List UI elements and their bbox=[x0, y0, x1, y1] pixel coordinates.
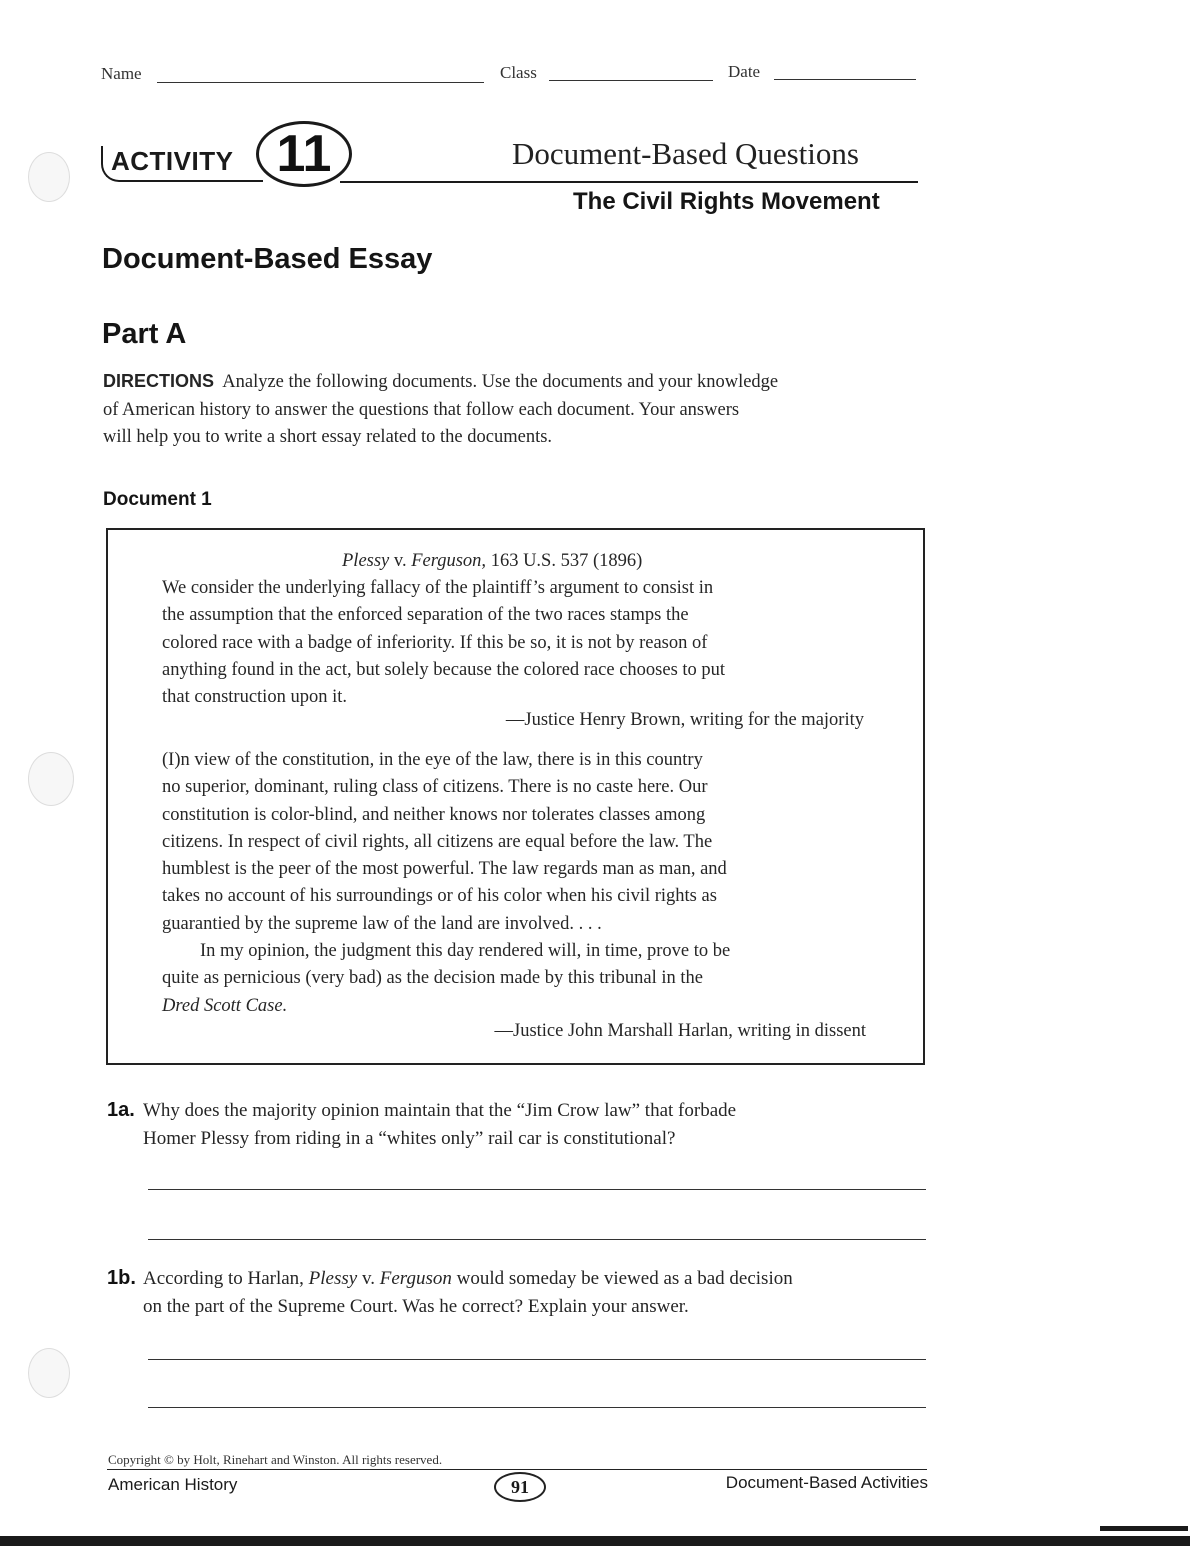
name-label: Name bbox=[101, 64, 142, 83]
document-1-heading: Document 1 bbox=[103, 489, 212, 510]
dissent-line: (I)n view of the constitution, in the eye of the law, there is in this country bbox=[162, 750, 703, 770]
question-1b-case-plessy: Plessy bbox=[308, 1268, 358, 1289]
question-1b-pre: According to Harlan, bbox=[143, 1268, 309, 1289]
binder-hole-bottom bbox=[28, 1348, 70, 1398]
dissent-last-line: Dred Scott Case. bbox=[162, 995, 288, 1016]
part-heading: Part A bbox=[102, 318, 187, 350]
dissent-line: humblest is the peer of the most powerful. The law regards man as man, and bbox=[162, 859, 727, 880]
question-1b-number: 1b. bbox=[107, 1267, 136, 1289]
dissent-line: constitution is color-blind, and neither knows nor tolerates classes among bbox=[162, 804, 706, 825]
dissent-line: citizens. In respect of civil rights, all citizens are equal before the law. The bbox=[162, 831, 713, 852]
dissent-line: quite as pernicious (very bad) as the decision made by this tribunal in the bbox=[162, 968, 703, 989]
question-1b-v: v. bbox=[357, 1268, 380, 1289]
majority-line: colored race with a badge of inferiority. If this be so, it is not by reason of bbox=[162, 632, 708, 653]
banner-rule bbox=[340, 181, 918, 183]
question-1b-text bbox=[143, 1265, 793, 1321]
citation-case-plessy: Plessy bbox=[342, 551, 390, 571]
dissent-line: guarantied by the supreme law of the land are involved. . . . bbox=[162, 913, 602, 934]
dissent-line: no superior, dominant, ruling class of citizens. There is no caste here. Our bbox=[162, 777, 708, 798]
page-number-text: 91 bbox=[511, 1476, 529, 1497]
footer-series: Document-Based Activities bbox=[725, 1473, 928, 1492]
name-field[interactable] bbox=[157, 82, 484, 83]
copyright-notice: Copyright © by Holt, Rinehart and Winston. All rights reserved. bbox=[108, 1452, 443, 1467]
directions-line-1 bbox=[103, 368, 933, 397]
answer-1b-line-1[interactable] bbox=[148, 1359, 926, 1360]
citation-rest: 163 U.S. 537 (1896) bbox=[486, 551, 643, 571]
footer-course: American History bbox=[108, 1475, 238, 1494]
scan-edge-bar bbox=[0, 1536, 1190, 1546]
majority-opinion bbox=[162, 575, 725, 711]
page-title: Document-Based Questions bbox=[512, 136, 859, 171]
question-1b-case-ferguson: Ferguson bbox=[379, 1268, 452, 1289]
majority-line: that construction upon it. bbox=[162, 687, 347, 708]
activity-number-badge bbox=[256, 121, 352, 187]
citation-case-ferguson: Ferguson, bbox=[411, 551, 487, 571]
question-1a-line: Homer Plessy from riding in a “whites only” rail car is constitutional? bbox=[143, 1128, 676, 1149]
date-field[interactable] bbox=[774, 79, 916, 80]
question-1a-number: 1a. bbox=[107, 1099, 135, 1121]
question-1a-line: Why does the majority opinion maintain that the “Jim Crow law” that forbade bbox=[143, 1100, 737, 1121]
majority-attribution: —Justice Henry Brown, writing for the majority bbox=[505, 710, 864, 730]
directions-label: DIRECTIONS bbox=[103, 371, 215, 391]
citation-v: v. bbox=[389, 551, 412, 571]
directions-paragraph bbox=[103, 368, 933, 452]
date-label: Date bbox=[728, 62, 761, 81]
class-field[interactable] bbox=[549, 80, 713, 81]
question-1b-post: would someday be viewed as a bad decision bbox=[451, 1268, 793, 1289]
question-1b-line: on the part of the Supreme Court. Was he correct? Explain your answer. bbox=[143, 1296, 689, 1317]
dissent-opinion bbox=[162, 747, 730, 1020]
question-1a-text bbox=[143, 1097, 736, 1153]
activity-number: 11 bbox=[276, 125, 332, 183]
directions-line-3: will help you to write a short essay related to the documents. bbox=[103, 427, 553, 447]
answer-1a-line-1[interactable] bbox=[148, 1189, 926, 1190]
page-subtitle: The Civil Rights Movement bbox=[573, 188, 880, 215]
question-1b-line bbox=[143, 1265, 793, 1293]
directions-text-1: Analyze the following documents. Use the documents and your knowledge bbox=[222, 372, 779, 392]
scan-edge-mark bbox=[1100, 1526, 1188, 1531]
answer-1a-line-2[interactable] bbox=[148, 1239, 926, 1240]
binder-hole-middle bbox=[28, 752, 74, 806]
binder-hole-top bbox=[28, 152, 70, 202]
majority-line: anything found in the act, but solely because the colored race chooses to put bbox=[162, 659, 726, 680]
majority-line: We consider the underlying fallacy of the plaintiff’s argument to consist in bbox=[162, 578, 714, 598]
essay-heading: Document-Based Essay bbox=[102, 243, 433, 275]
document-1-citation bbox=[342, 548, 642, 575]
dissent-line: In my opinion, the judgment this day rendered will, in time, prove to be bbox=[200, 941, 731, 962]
page-number bbox=[494, 1472, 546, 1502]
footer-rule bbox=[107, 1469, 927, 1470]
directions-line-2: of American history to answer the questions that follow each document. Your answers bbox=[103, 399, 740, 420]
answer-1b-line-2[interactable] bbox=[148, 1407, 926, 1408]
dissent-line: takes no account of his surroundings or of his color when his civil rights as bbox=[162, 886, 717, 907]
class-label: Class bbox=[500, 63, 537, 82]
majority-line: the assumption that the enforced separation of the two races stamps the bbox=[162, 605, 689, 626]
activity-label: ACTIVITY bbox=[111, 146, 234, 176]
dissent-attribution: —Justice John Marshall Harlan, writing in dissent bbox=[494, 1021, 866, 1041]
